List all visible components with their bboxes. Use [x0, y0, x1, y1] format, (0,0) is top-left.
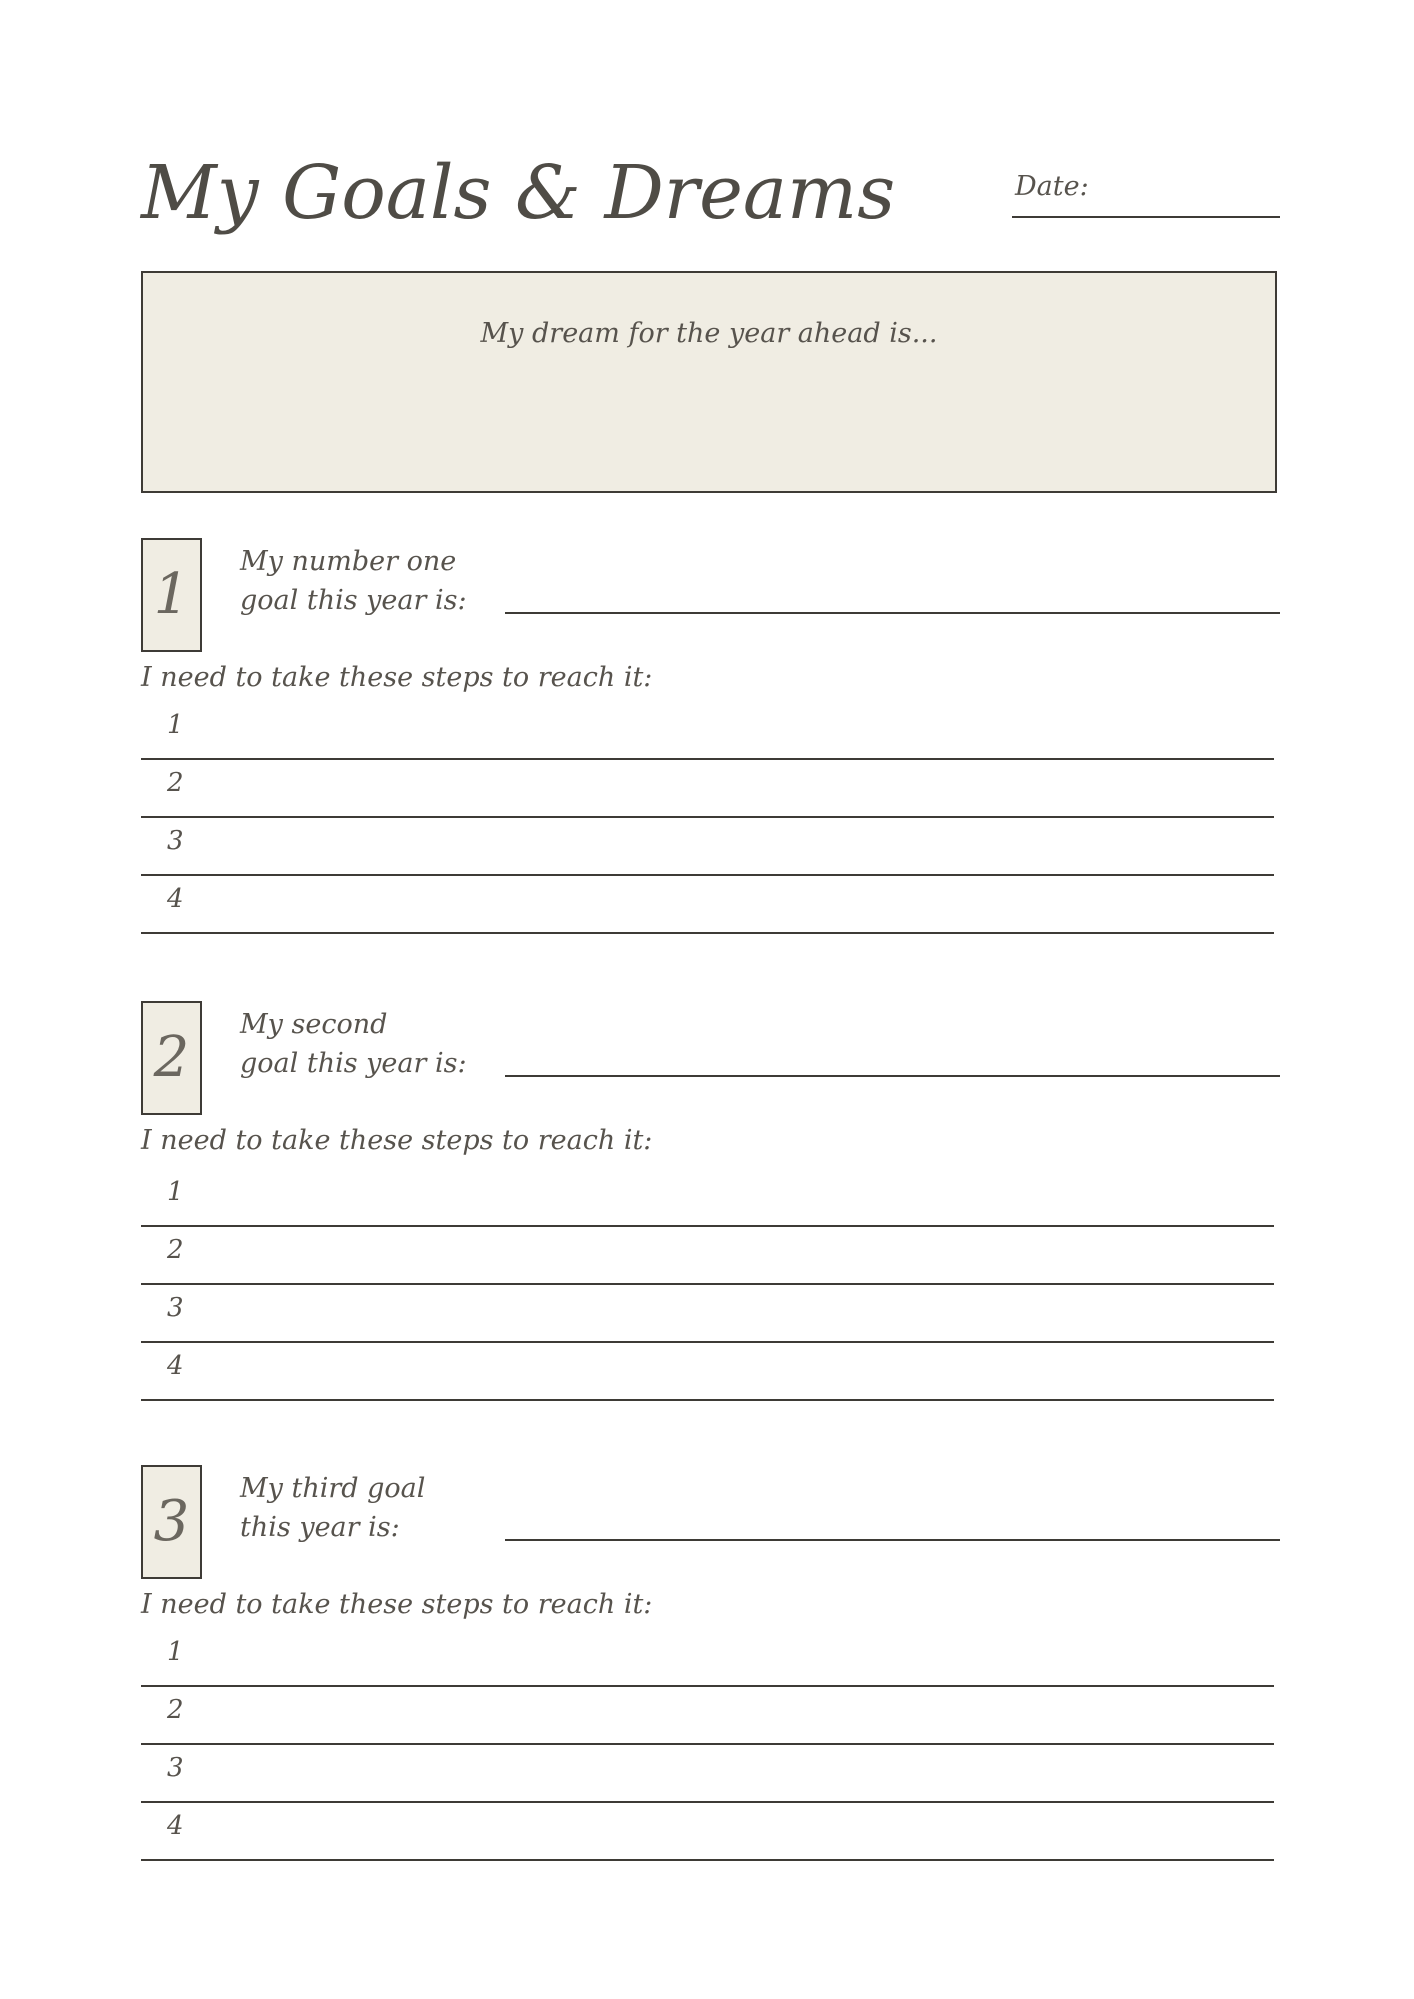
- goal-label: [240, 1469, 425, 1547]
- goal-label: [240, 542, 467, 620]
- step-line[interactable]: [141, 1745, 1274, 1803]
- goal-input-line[interactable]: [505, 1539, 1280, 1541]
- step-number: 1: [167, 710, 184, 740]
- goal-number-badge: 1: [141, 538, 202, 652]
- goal-label-line2: goal this year is:: [240, 1048, 467, 1079]
- steps-label: I need to take these steps to reach it:: [141, 1589, 653, 1620]
- step-number: 2: [167, 1695, 184, 1725]
- step-line[interactable]: [141, 876, 1274, 934]
- goal-label: [240, 1005, 467, 1083]
- step-line[interactable]: [141, 1227, 1274, 1285]
- step-number: 2: [167, 1235, 184, 1265]
- goal-label-line1: My number one: [240, 546, 457, 577]
- step-number: 1: [167, 1637, 184, 1667]
- step-line[interactable]: [141, 1285, 1274, 1343]
- goal-input-line[interactable]: [505, 1075, 1280, 1077]
- step-line[interactable]: [141, 760, 1274, 818]
- goal-label-line2: goal this year is:: [240, 585, 467, 616]
- dream-box[interactable]: [141, 271, 1277, 493]
- goal-number-badge: 2: [141, 1001, 202, 1115]
- goal-label-line1: My third goal: [240, 1473, 426, 1504]
- goal-label-line1: My second: [240, 1009, 388, 1040]
- step-number: 3: [167, 1293, 184, 1323]
- steps-label: I need to take these steps to reach it:: [141, 1125, 653, 1156]
- goal-section-1: [141, 538, 1280, 968]
- date-label: Date:: [1015, 171, 1089, 202]
- goal-input-line[interactable]: [505, 612, 1280, 614]
- goal-section-3: [141, 1465, 1280, 1895]
- step-line[interactable]: [141, 1803, 1274, 1861]
- page-title: My Goals & Dreams: [141, 150, 896, 236]
- date-field[interactable]: [1012, 216, 1280, 218]
- goal-section-2: [141, 1001, 1280, 1431]
- steps-label: I need to take these steps to reach it:: [141, 662, 653, 693]
- step-line[interactable]: [141, 1629, 1274, 1687]
- goal-label-line2: this year is:: [240, 1512, 400, 1543]
- step-number: 4: [167, 884, 184, 914]
- goal-number-badge: 3: [141, 1465, 202, 1579]
- step-line[interactable]: [141, 818, 1274, 876]
- step-number: 3: [167, 1753, 184, 1783]
- step-line[interactable]: [141, 1687, 1274, 1745]
- step-number: 1: [167, 1177, 184, 1207]
- step-line[interactable]: [141, 702, 1274, 760]
- step-line[interactable]: [141, 1169, 1274, 1227]
- step-line[interactable]: [141, 1343, 1274, 1401]
- step-number: 2: [167, 768, 184, 798]
- step-number: 3: [167, 826, 184, 856]
- dream-prompt: My dream for the year ahead is...: [480, 318, 938, 349]
- step-number: 4: [167, 1811, 184, 1841]
- step-number: 4: [167, 1351, 184, 1381]
